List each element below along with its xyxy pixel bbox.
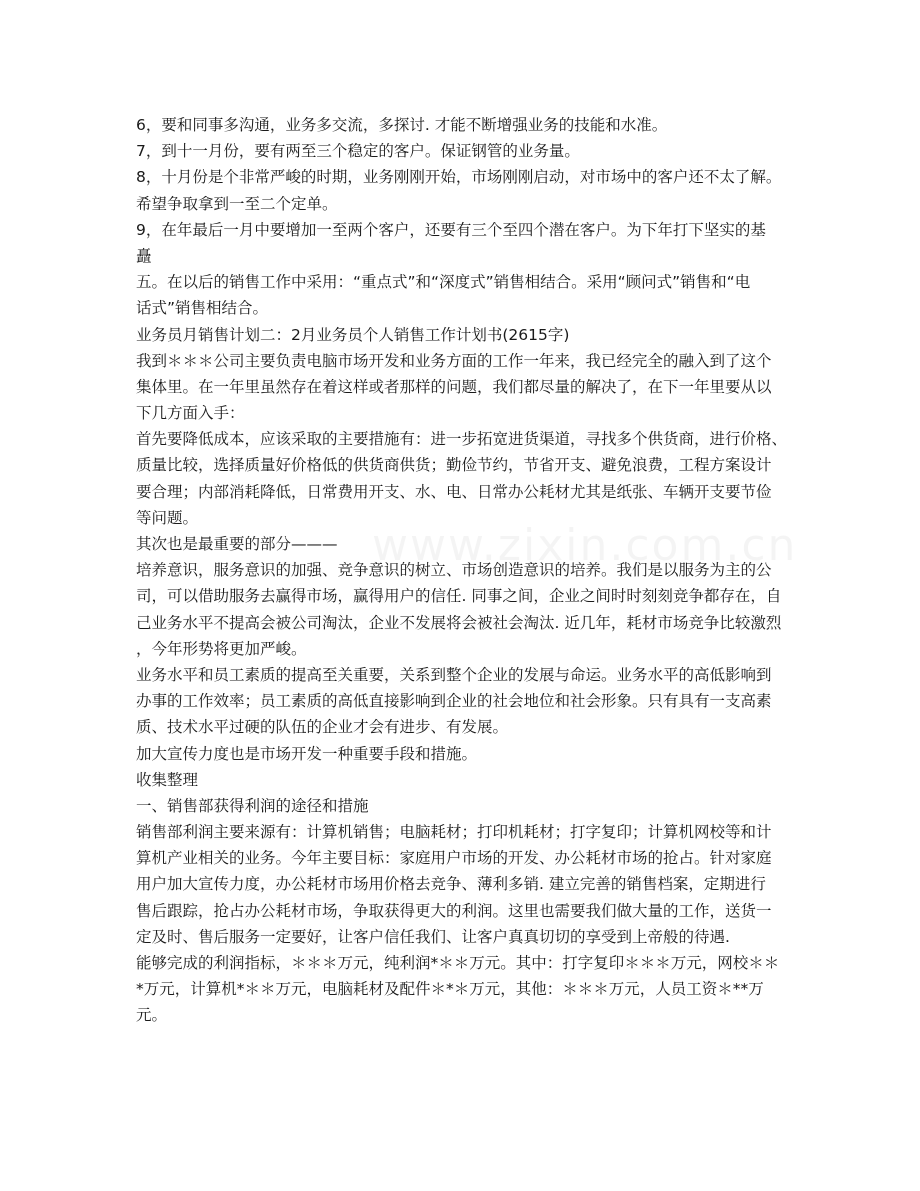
document-body	[136, 112, 788, 1029]
text-line: 9，在年最后一月中要增加一至两个客户，还要有三个至四个潜在客户。为下年打下坚实的基	[136, 220, 766, 239]
text-line: 矗	[136, 246, 152, 265]
section-heading: 收集整理	[136, 770, 199, 789]
text-line: 培养意识，服务意识的加强、竞争意识的树立、市场创造意识的培养。我们是以服务为主的公	[136, 561, 772, 580]
text-line: 质、技术水平过硬的队伍的企业才会有进步、有发展。	[136, 718, 509, 737]
text-line: 7，到十一月份，要有两至三个稳定的客户。保证钢管的业务量。	[136, 142, 580, 161]
text-line: 质量比较，选择质量好价格低的供货商供货；勤俭节约，节省开支、避免浪费，工程方案设计	[136, 456, 772, 475]
section-heading: 业务员月销售计划二：2月业务员个人销售工作计划书(2615字)	[136, 325, 570, 344]
text-line: 能够完成的利润指标，＊＊＊万元，纯利润*＊＊万元。其中：打字复印＊＊＊万元，网校＊＊	[136, 954, 780, 972]
text-line: 等问题。	[136, 508, 199, 527]
text-line: 要合理；内部消耗降低，日常费用开支、水、电、日常办公耗材尤其是纸张、车辆开支要节俭	[136, 482, 772, 501]
text-line: 首先要降低成本，应该采取的主要措施有：进一步拓宽进货渠道，寻找多个供货商，进行价格、	[136, 430, 788, 449]
text-line: 五。在以后的销售工作中采用：“重点式”和“深度式”销售相结合。采用“顾问式”销售和“电	[136, 273, 751, 292]
text-line: *万元，计算机*＊＊万元，电脑耗材及配件＊*＊万元，其他：＊＊＊万元，人员工资＊**万	[136, 980, 764, 999]
text-line: 我到＊＊＊公司主要负责电脑市场开发和业务方面的工作一年来，我已经完全的融入到了这个	[136, 351, 772, 370]
text-line: 用户加大宣传力度，办公耗材市场用价格去竞争、薄利多销. 建立完善的销售档案，定期进行	[136, 875, 766, 894]
text-line: 售后跟踪，抢占办公耗材市场，争取获得更大的利润。这里也需要我们做大量的工作，送货一	[136, 901, 772, 920]
text-line: 元。	[136, 1006, 168, 1025]
text-line: 话式”销售相结合。	[136, 299, 269, 318]
text-line: 8，十月份是个非常严峻的时期，业务刚刚开始，市场刚刚启动，对市场中的客户还不太了解。	[136, 168, 782, 187]
text-line: 司，可以借助服务去赢得市场，赢得用户的信任. 同事之间，企业之间时时刻刻竞争都存在，自	[136, 587, 782, 606]
section-heading: 一、销售部获得利润的途径和措施	[136, 796, 369, 815]
text-line: ，今年形势将更加严峻。	[136, 639, 307, 658]
text-line: 加大宣传力度也是市场开发一种重要手段和措施。	[136, 744, 478, 763]
text-line: 算机产业相关的业务。今年主要目标：家庭用户市场的开发、办公耗材市场的抢占。针对家庭	[136, 849, 772, 868]
text-line: 其次也是最重要的部分———	[136, 535, 338, 553]
text-line: 销售部利润主要来源有：计算机销售；电脑耗材；打印机耗材；打字复印；计算机网校等和计	[136, 823, 772, 842]
text-line: 下几方面入手：	[136, 404, 245, 423]
text-line: 希望争取拿到一至二个定单。	[136, 194, 338, 213]
text-line: 定及时、售后服务一定要好，让客户信任我们、让客户真真切切的享受到上帝般的待遇.	[136, 927, 730, 946]
text-line: 业务水平和员工素质的提高至关重要，关系到整个企业的发展与命运。业务水平的高低影响到	[136, 665, 772, 684]
text-line: 己业务水平不提高会被公司淘汰，企业不发展将会被社会淘汰. 近几年，耗材市场竞争比较激烈	[136, 613, 782, 632]
text-line: 办事的工作效率；员工素质的高低直接影响到企业的社会地位和社会形象。只有具有一支高素	[136, 692, 772, 711]
text-line: 6，要和同事多沟通，业务多交流，多探讨. 才能不断增强业务的技能和水准。	[136, 116, 668, 134]
text-line: 集体里。在一年里虽然存在着这样或者那样的问题，我们都尽量的解决了，在下一年里要从以	[136, 377, 772, 396]
